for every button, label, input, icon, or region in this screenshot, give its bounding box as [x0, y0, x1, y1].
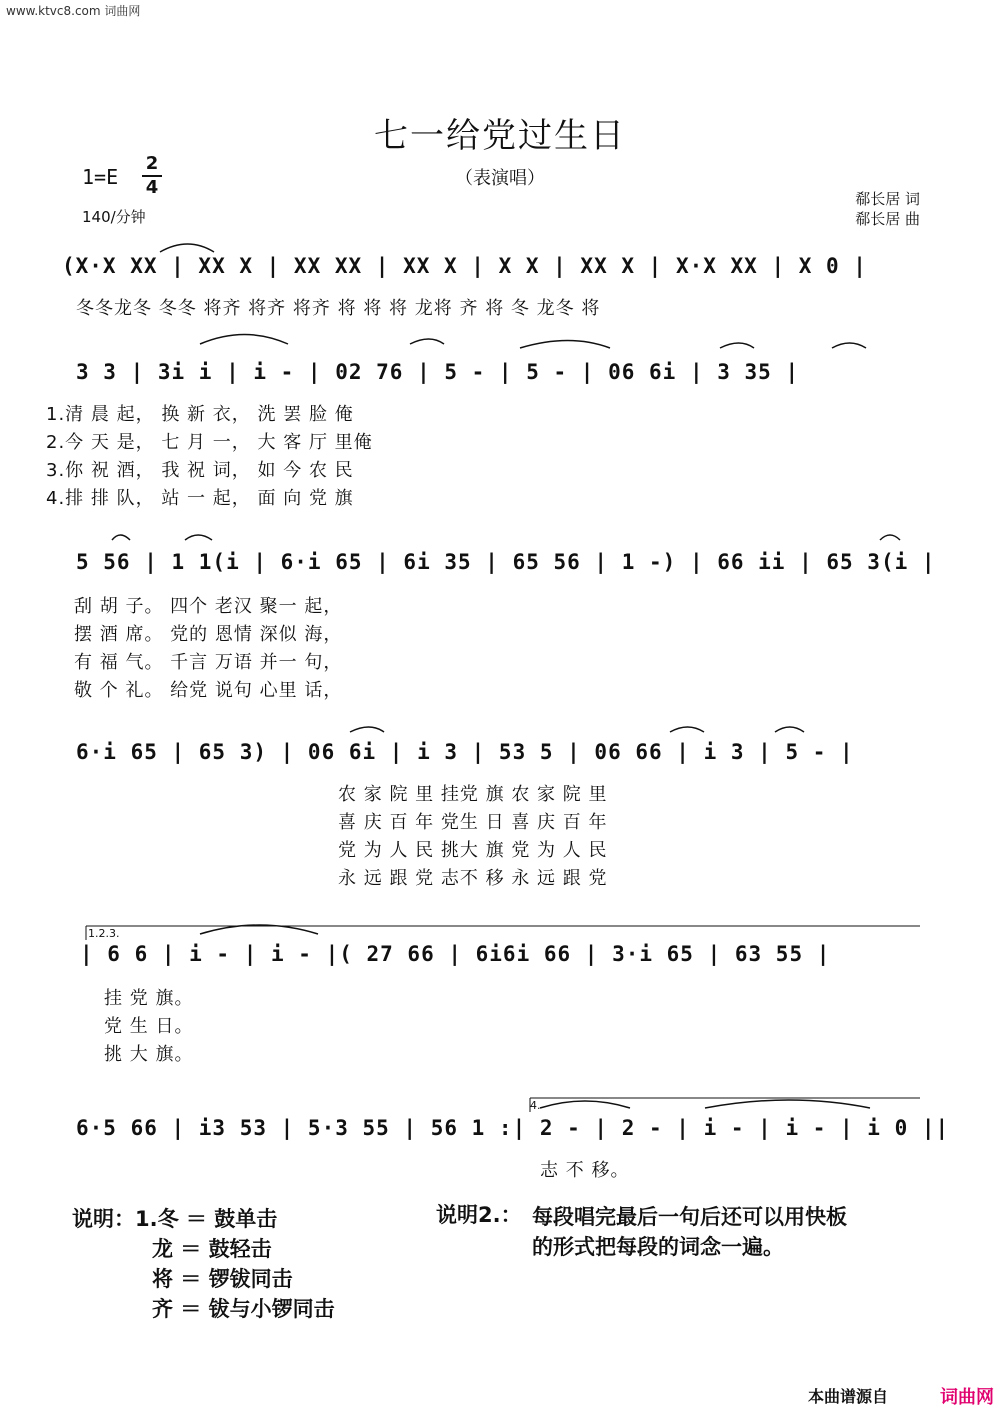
time-sig-bottom: 4 — [145, 177, 159, 198]
system5-verse-2: 党 生 日。 — [104, 1016, 194, 1037]
explanation-right-label: 说明2.： — [436, 1203, 522, 1227]
explanation-left — [72, 1204, 335, 1324]
explanation-right-line-2: 的形式把每段的词念一遍。 — [532, 1235, 784, 1259]
explanation-left-line-1: 说明：1.冬 ＝ 鼓单击 — [72, 1207, 278, 1231]
system3-verse-1: 刮 胡 子。 四个 老汉 聚一 起， — [74, 596, 343, 617]
volta-4: 4. — [530, 1099, 541, 1112]
system3-notes: 5 56 | 1 1(i | 6·i 65 | 6i 35 | 65 56 | 1 -) | 66 ii | 65 3(i | — [76, 550, 936, 574]
song-title: 七一给党过生日 — [374, 116, 626, 156]
system1-percussion-words: 冬冬龙冬 冬冬 将齐 将齐 将齐 将 将 将 龙将 齐 将 冬 龙冬 将 — [76, 298, 601, 319]
system1-notes: (X·X XX | XX X | XX XX | XX X | X X | XX X | X·X XX | X 0 | — [62, 254, 867, 278]
explanation-left-line-3: 将 ＝ 锣钹同击 — [152, 1267, 293, 1291]
system5-verse-3: 挑 大 旗。 — [104, 1044, 194, 1065]
volta-1-2-3: 1.2.3. — [88, 927, 120, 940]
site-watermark: www.ktvc8.com 词曲网 — [6, 4, 141, 18]
system4-verse-2: 喜 庆 百 年 党生 日 喜 庆 百 年 — [338, 812, 608, 833]
system5-notes: | 6 6 | i - | i - |( 27 66 | 6i6i 66 | 3·i 65 | 63 55 | — [80, 942, 831, 966]
time-signature — [142, 154, 162, 198]
system6-notes: 6·5 66 | i3 53 | 5·3 55 | 56 1 :| 2 - | 2 - | i - | i - | i 0 || — [76, 1116, 950, 1140]
explanation-left-line-2: 龙 ＝ 鼓轻击 — [152, 1237, 272, 1261]
footer-logo[interactable]: 词曲网 — [940, 1387, 994, 1408]
system4-verse-1: 农 家 院 里 挂党 旗 农 家 院 里 — [338, 784, 608, 805]
system3-verse-4: 敬 个 礼。 给党 说句 心里 话， — [74, 680, 343, 701]
system4-verse-4: 永 远 跟 党 志不 移 永 远 跟 党 — [338, 868, 608, 889]
explanation-right — [532, 1202, 847, 1262]
system2-notes: 3 3 | 3i i | i - | 02 76 | 5 - | 5 - | 06 6i | 3 35 | — [76, 360, 800, 384]
system5-verse-1: 挂 党 旗。 — [104, 988, 194, 1009]
system6-words: 志 不 移。 — [540, 1160, 630, 1181]
system2-verse-3: 3.你 祝 酒， 我 祝 词， 如 今 农 民 — [46, 460, 354, 481]
song-subtitle: （表演唱） — [455, 168, 545, 189]
system4-notes: 6·i 65 | 65 3) | 06 6i | i 3 | 53 5 | 06 66 | i 3 | 5 - | — [76, 740, 854, 764]
system2-verse-1: 1.清 晨 起， 换 新 衣， 洗 罢 脸 俺 — [46, 404, 354, 425]
system3-verse-2: 摆 酒 席。 党的 恩情 深似 海， — [74, 624, 343, 645]
system3-verse-3: 有 福 气。 千言 万语 并一 句， — [74, 652, 343, 673]
system2-verse-2: 2.今 天 是， 七 月 一， 大 客 厅 里俺 — [46, 432, 373, 453]
composer-credit: 郗长居 曲 — [855, 210, 920, 228]
system2-verse-4: 4.排 排 队， 站 一 起， 面 向 党 旗 — [46, 488, 354, 509]
tempo-marking: 140/分钟 — [82, 208, 146, 226]
system4-verse-3: 党 为 人 民 挑大 旗 党 为 人 民 — [338, 840, 608, 861]
lyricist-credit: 郗长居 词 — [855, 190, 920, 208]
explanation-left-line-4: 齐 ＝ 钹与小锣同击 — [152, 1297, 335, 1321]
time-sig-top: 2 — [145, 153, 159, 174]
explanation-right-line-1: 每段唱完最后一句后还可以用快板 — [532, 1205, 847, 1229]
key-signature: 1=E — [82, 165, 119, 189]
footer-source: 本曲谱源自 — [807, 1387, 888, 1406]
